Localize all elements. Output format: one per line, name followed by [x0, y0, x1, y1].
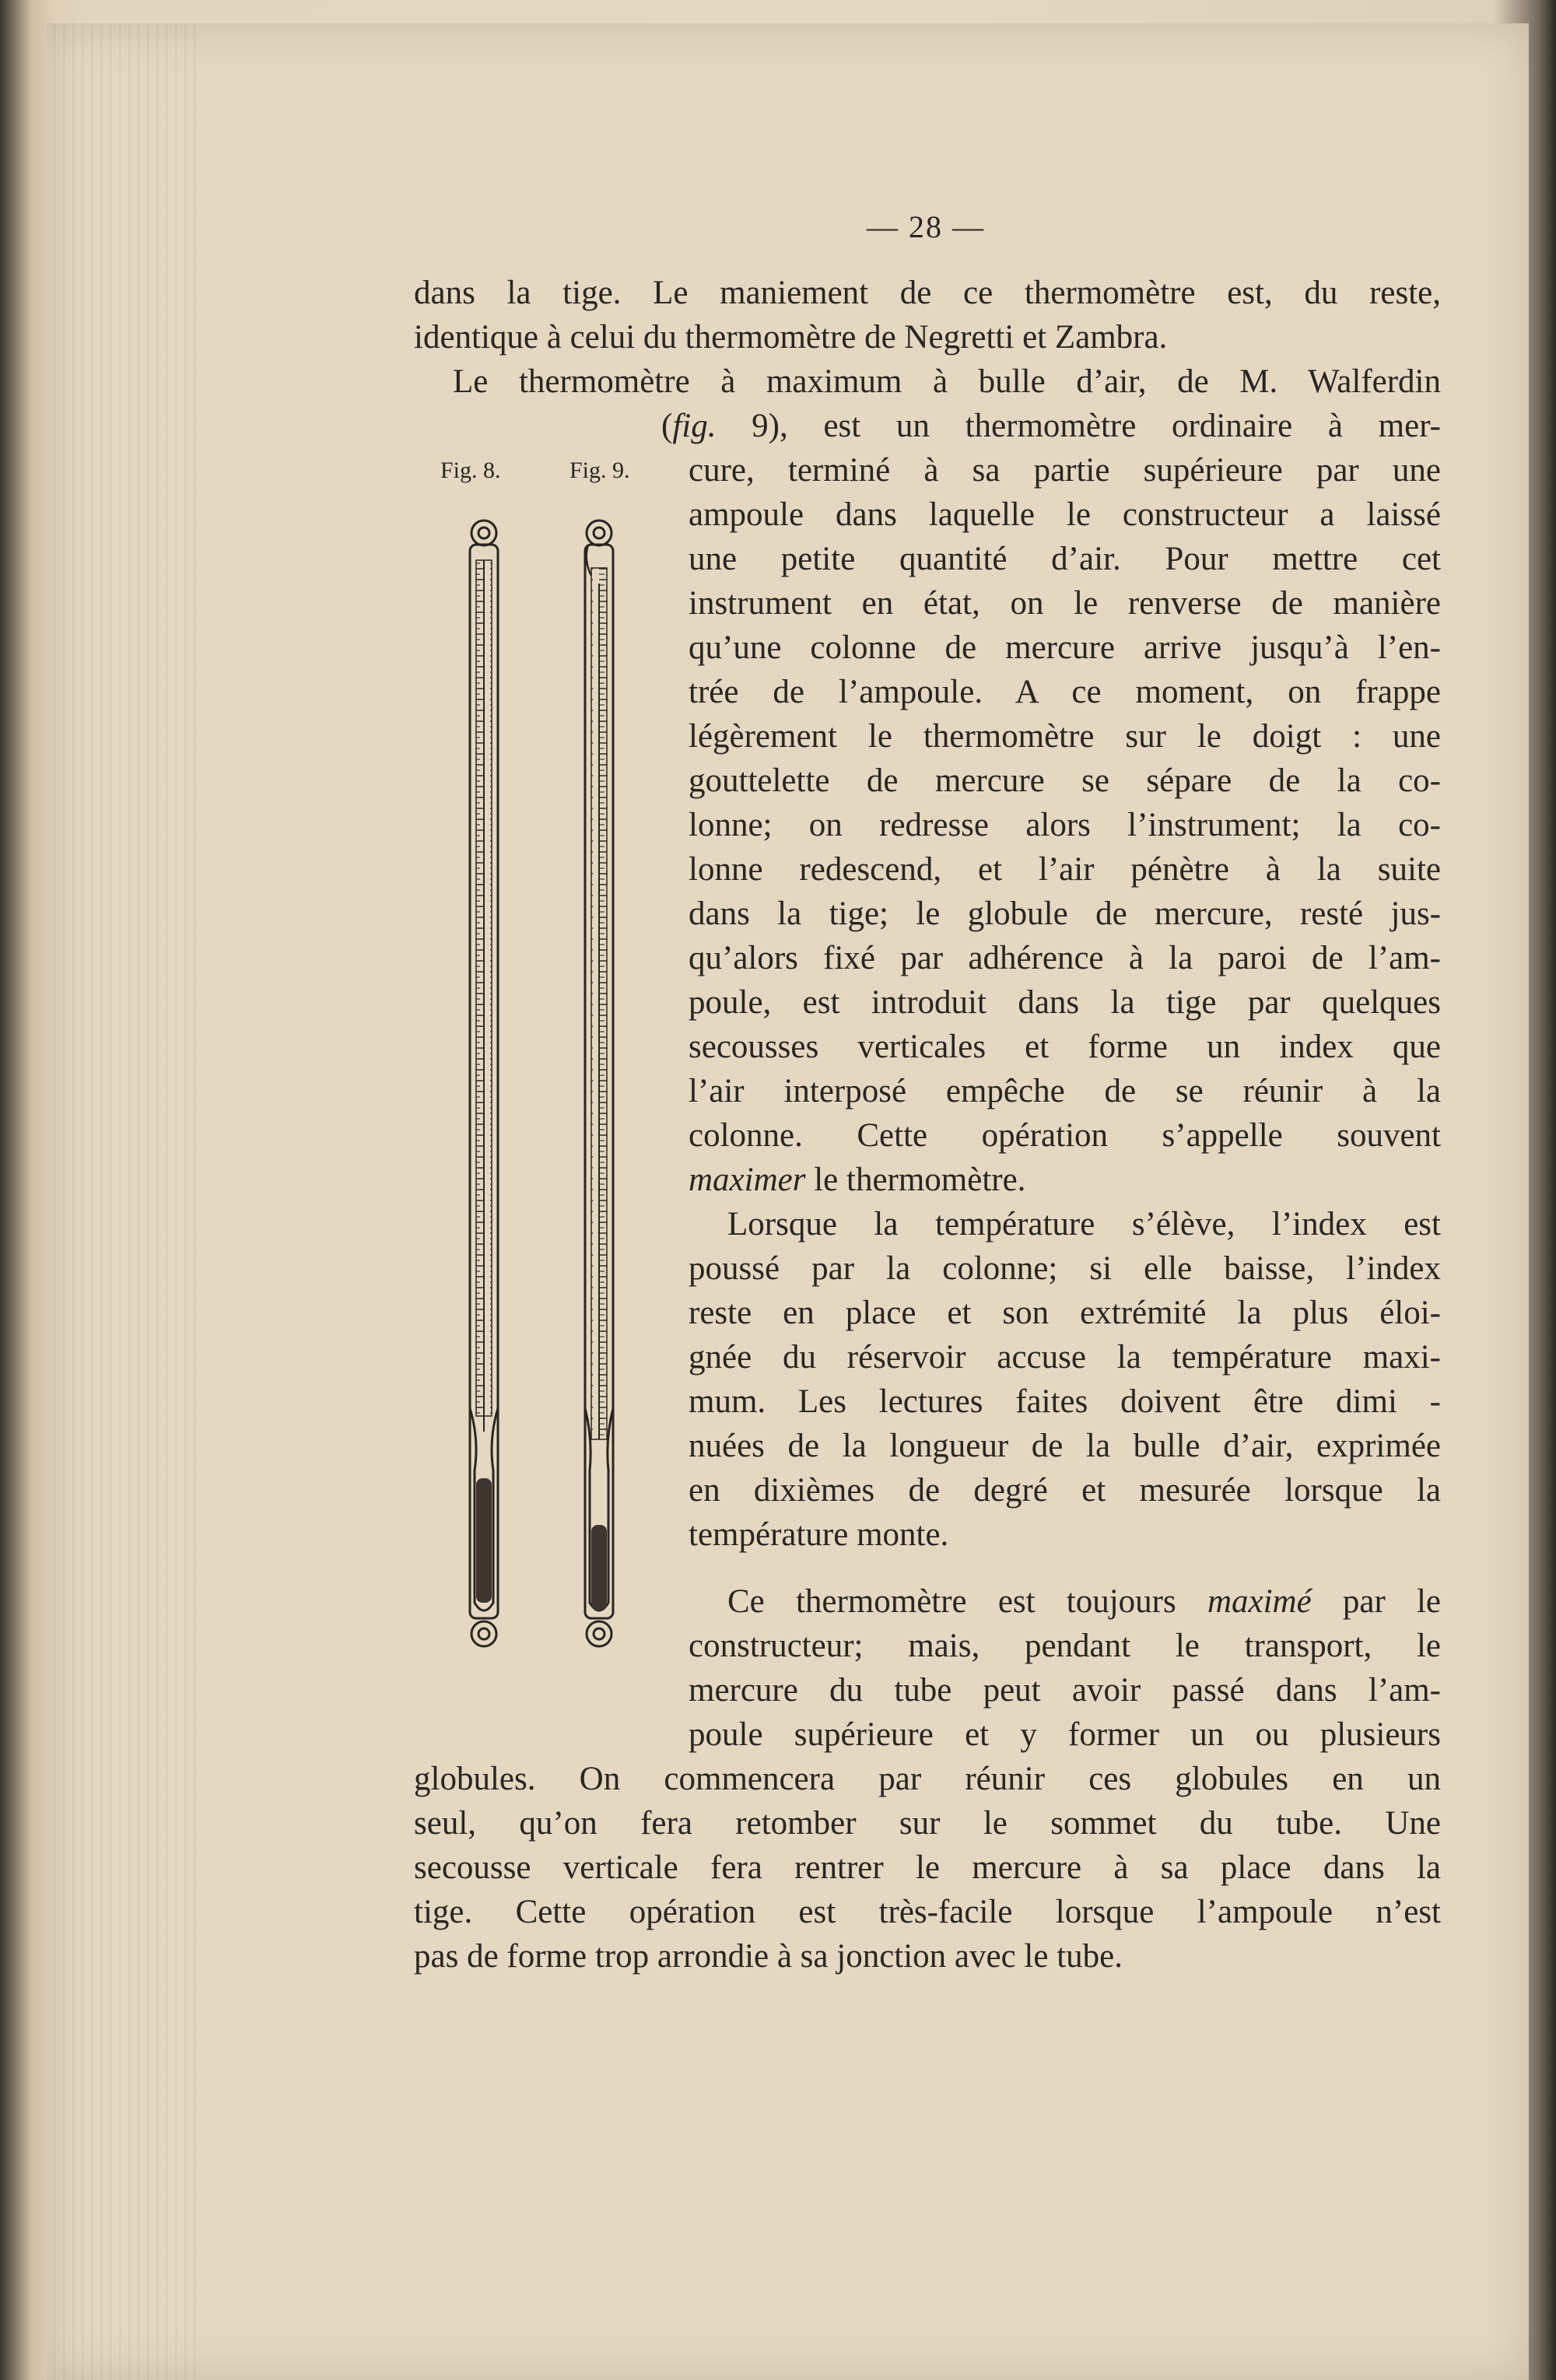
thermometer-fig-9: [585, 521, 613, 1646]
text-line-27: nuées de la longueur de la bulle d’air, exprimée: [689, 1428, 1441, 1464]
text-line-5: cure, terminé à sa partie supérieure par une: [689, 452, 1441, 489]
text-line-35: seul, qu’on fera retomber sur le sommet du tube. Une: [414, 1805, 1441, 1842]
fig-reference: fig.: [672, 408, 717, 444]
text-line-10: trée de l’ampoule. A ce moment, on frappe: [689, 674, 1441, 710]
text-line-38: pas de forme trop arrondie à sa jonction avec le tube.: [414, 1938, 1123, 1975]
text-line-14: lonne redescend, et l’air pénètre à la suite: [689, 851, 1441, 888]
text-line-13: lonne; on redresse alors l’instrument; la co-: [689, 807, 1441, 843]
text-line-4-rest: 9), est un thermomètre ordinaire à mer-: [716, 408, 1441, 444]
text-line-16: qu’alors fixé par adhérence à la paroi de l’am-: [689, 940, 1441, 976]
text-line-32: mercure du tube peut avoir passé dans l’am-: [689, 1672, 1441, 1709]
text-line-3: Le thermomètre à maximum à bulle d’air, de M. Walferdin: [453, 363, 1441, 400]
text-line-19: l’air interposé empêche de se réunir à la: [689, 1073, 1441, 1109]
text-line-30: [727, 1579, 1441, 1625]
text-line-25: gnée du réservoir accuse la température maxi-: [689, 1339, 1441, 1376]
text-line-33: poule supérieure et y former un ou plusieurs: [689, 1716, 1441, 1753]
text-line-31: constructeur; mais, pendant le transport, le: [689, 1628, 1441, 1664]
text-line-34: globules. On commencera par réunir ces globules en un: [414, 1761, 1441, 1797]
text-line-1: dans la tige. Le maniement de ce thermomètre est, du reste,: [414, 275, 1441, 311]
paren-open: (: [661, 408, 673, 444]
thermometer-fig-8: [470, 521, 498, 1646]
text-line-6: ampoule dans laquelle le constructeur a laissé: [689, 496, 1441, 533]
text-line-29: température monte.: [689, 1516, 949, 1553]
text-line-15: dans la tige; le globule de mercure, resté jus-: [689, 896, 1441, 932]
emphasis-maxime: maximé: [1207, 1583, 1312, 1620]
text-line-30-b: par le: [1311, 1583, 1441, 1620]
figure-9-label: Fig. 9.: [569, 457, 630, 483]
text-line-18: secousses verticales et forme un index que: [689, 1029, 1441, 1065]
text-line-36: secousse verticale fera rentrer le mercure à sa place dans la: [414, 1849, 1441, 1886]
thermometer-figures: [443, 514, 646, 1727]
text-line-7: une petite quantité d’air. Pour mettre cet: [689, 541, 1441, 577]
text-line-30-a: Ce thermomètre est toujours: [727, 1583, 1207, 1620]
text-line-9: qu’une colonne de mercure arrive jusqu’à l’en-: [689, 629, 1441, 666]
text-line-21: [689, 1158, 1025, 1203]
page-number: — 28 —: [867, 209, 985, 244]
text-line-28: en dixièmes de degré et mesurée lorsque la: [689, 1472, 1441, 1509]
figure-8-label: Fig. 8.: [440, 457, 501, 483]
text-line-21-rest: le thermomètre.: [805, 1162, 1026, 1198]
text-line-12: gouttelette de mercure se sépare de la co-: [689, 762, 1441, 799]
text-line-22: Lorsque la température s’élève, l’index est: [727, 1206, 1441, 1243]
text-line-4: [661, 404, 1441, 449]
text-line-8: instrument en état, on le renverse de manière: [689, 585, 1441, 622]
text-line-11: légèrement le thermomètre sur le doigt : une: [689, 718, 1441, 755]
text-line-20: colonne. Cette opération s’appelle souvent: [689, 1117, 1441, 1154]
text-line-26: mum. Les lectures faites doivent être dimi -: [689, 1383, 1441, 1420]
text-line-23: poussé par la colonne; si elle baisse, l’index: [689, 1250, 1441, 1287]
text-line-17: poule, est introduit dans la tige par quelques: [689, 984, 1441, 1021]
text-line-37: tige. Cette opération est très-facile lorsque l’ampoule n’est: [414, 1894, 1441, 1930]
emphasis-maximer: maximer: [689, 1162, 806, 1198]
text-line-24: reste en place et son extrémité la plus éloi-: [689, 1295, 1441, 1331]
page-stack-edges: [47, 23, 202, 2380]
text-line-2: identique à celui du thermomètre de Negretti et Zambra.: [414, 319, 1168, 356]
